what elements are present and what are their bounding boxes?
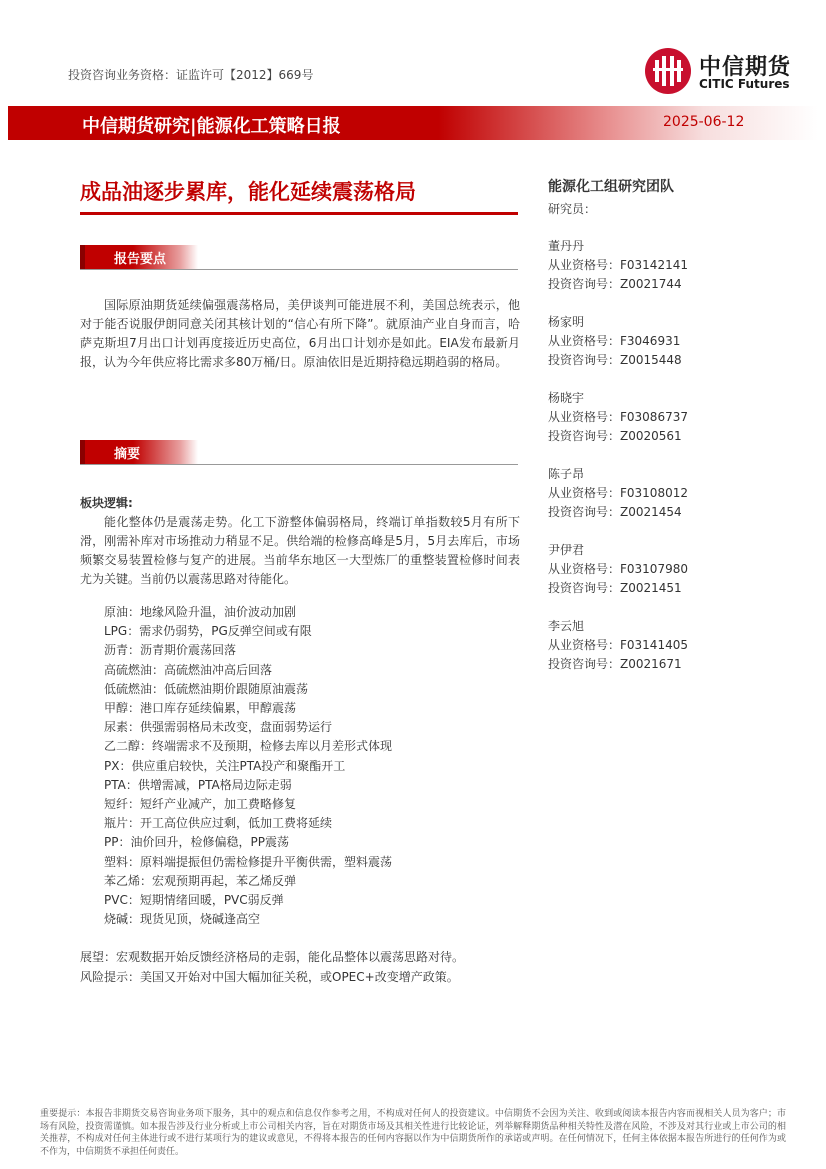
logo-chinese-name: 中信期货 (699, 55, 792, 80)
block-logic-title: 板块逻辑: (80, 496, 133, 510)
list-item: 尿素：供强需弱格局未改变，盘面弱势运行 (104, 720, 333, 735)
banner-title: 中信期货研究|能源化工策略日报 (82, 116, 341, 137)
key-points-paragraph: 国际原油期货延续偏强震荡格局，美伊谈判可能进展不利，美国总统表示，他对于能否说服伊朗同意关闭其核计划的“信心有所下降”。就原油产业自身而言，哈萨克斯坦7月出口计划再度接近历史高位，6月出口计划亦是如此。EIA发布最新月报，认为今年供应将比需求多80万桶/日。原油依旧是近期持稳远期趋弱的格局。 (80, 298, 520, 369)
list-item: PP：油价回升，检修偏稳，PP震荡 (104, 835, 289, 850)
researcher-advisory-id: 投资咨询号：Z0015448 (548, 353, 682, 367)
researcher-advisory-id: 投资咨询号：Z0021671 (548, 657, 682, 671)
researcher-name: 董丹丹 (548, 239, 585, 253)
researcher-name: 李云旭 (548, 619, 585, 633)
list-item: LPG：需求仍弱势，PG反弹空间或有限 (104, 624, 312, 639)
researcher-card (548, 465, 688, 522)
list-item: 乙二醇：终端需求不及预期，检修去库以月差形式体现 (104, 739, 393, 754)
list-item: 瓶片：开工高位供应过剩，低加工费将延续 (104, 816, 333, 831)
citic-logo-icon (643, 46, 693, 96)
list-item: 短纤：短纤产业减产，加工费略修复 (104, 797, 297, 812)
section-header-summary (80, 440, 518, 464)
license-text: 投资咨询业务资格：证监许可【2012】669号 (68, 68, 314, 82)
list-item: PVC：短期情绪回暖，PVC弱反弹 (104, 893, 284, 908)
list-item: 甲醇：港口库存延续偏累，甲醇震荡 (104, 701, 297, 716)
section-tag (80, 245, 198, 269)
logo-english-name: CITIC Futures (699, 77, 790, 91)
list-item: 低硫燃油：低硫燃油期价跟随原油震荡 (104, 681, 309, 696)
list-item: 塑料：原料端提振但仍需检修提升平衡供需，塑料震荡 (104, 854, 393, 869)
outlook-text: 展望：宏观数据开始反馈经济格局的走弱，能化品整体以震荡思路对待。 (80, 950, 465, 964)
researcher-advisory-id: 投资咨询号：Z0021454 (548, 505, 682, 519)
researcher-qualification: 从业资格号：F03141405 (548, 638, 688, 652)
researcher-name: 杨家明 (548, 315, 585, 329)
researcher-qualification: 从业资格号：F03108012 (548, 486, 688, 500)
researcher-qualification: 从业资格号：F03107980 (548, 562, 688, 576)
team-title: 能源化工组研究团队 (548, 179, 674, 195)
block-logic-paragraph: 能化整体仍是震荡走势。化工下游整体偏弱格局，终端订单指数较5月有所下滑，刚需补库对市场推动力稍显不足。供给端的检修高峰是5月，5月去库后，市场频繁交易装置检修与复产的进展。当前华东地区一大型炼厂的重整装置检修时间表尤为关键。当前仍以震荡思路对待能化。 (80, 515, 520, 586)
researcher-advisory-id: 投资咨询号：Z0021744 (548, 277, 682, 291)
researcher-card (548, 313, 682, 370)
outlook-block (80, 947, 464, 987)
section-label: 报告要点 (114, 252, 167, 267)
team-subtitle: 研究员： (548, 202, 597, 216)
researcher-name: 尹伊君 (548, 543, 585, 557)
researcher-advisory-id: 投资咨询号：Z0020561 (548, 429, 682, 443)
disclaimer-text: 重要提示：本报告非期货交易咨询业务项下服务，其中的观点和信息仅作参考之用，不构成对任何人的投资建议。中信期货不会因为关注、收到或阅读本报告内容而视相关人员为客户；市场有风险，投资需谨慎。如本报告涉及行业分析或上市公司相关内容，旨在对期货市场及其相关性进行比较论证，列举解释期货品种相关特性及潜在风险，不涉及对其行业或上市公司的相关推荐，不构成对任何主体进行或不进行某项行为的建议或意见，不得将本报告的任何内容据以作为中信期货所作的承诺或声明。在任何情况下，任何主体依据本报告所进行的任何作为或不作为，中信期货不承担任何责任。 (40, 1109, 786, 1157)
banner-gradient (438, 106, 818, 140)
section-divider (80, 464, 518, 465)
section-tag (80, 440, 198, 464)
list-item: 高硫燃油：高硫燃油冲高后回落 (104, 662, 273, 677)
researcher-card (548, 541, 688, 598)
report-banner (8, 106, 818, 140)
section-divider (80, 269, 518, 270)
researcher-advisory-id: 投资咨询号：Z0021451 (548, 581, 682, 595)
researcher-qualification: 从业资格号：F03142141 (548, 258, 688, 272)
researcher-card (548, 389, 688, 446)
citic-futures-logo (643, 46, 803, 96)
researcher-name: 杨晓宇 (548, 391, 585, 405)
report-date: 2025-06-12 (663, 114, 745, 130)
researcher-name: 陈子昂 (548, 467, 585, 481)
list-item: PX：供应重启较快，关注PTA投产和聚酯开工 (104, 758, 346, 773)
section-label: 摘要 (114, 447, 141, 462)
list-item: 苯乙烯：宏观预期再起，苯乙烯反弹 (104, 873, 297, 888)
researcher-card (548, 237, 688, 294)
researcher-qualification: 从业资格号：F03086737 (548, 410, 688, 424)
title-divider (80, 212, 518, 215)
section-header-key-points (80, 245, 518, 269)
list-item: 原油：地缘风险升温，油价波动加剧 (104, 605, 297, 619)
risk-text: 风险提示：美国又开始对中国大幅加征关税，或OPEC+改变增产政策。 (80, 970, 459, 984)
list-item: 沥青：沥青期价震荡回落 (104, 643, 237, 658)
list-item: 烧碱：现货见顶，烧碱逢高空 (104, 912, 261, 927)
commodity-list (104, 603, 392, 929)
researcher-card (548, 617, 688, 674)
list-item: PTA：供增需减，PTA格局边际走弱 (104, 777, 292, 792)
main-title: 成品油逐步累库，能化延续震荡格局 (80, 180, 416, 204)
researcher-qualification: 从业资格号：F3046931 (548, 334, 681, 348)
